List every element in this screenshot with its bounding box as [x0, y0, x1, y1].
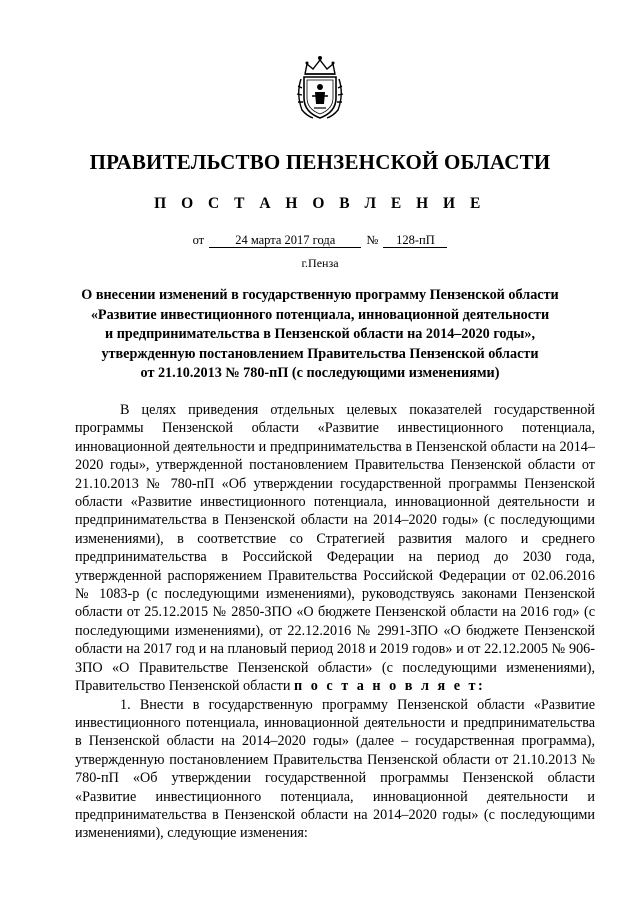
document-date: 24 марта 2017 года	[209, 234, 361, 248]
heading-line: «Развитие инвестиционного потенциала, инновационной деятельности	[90, 306, 550, 323]
heading-line: от 21.10.2013 № 780-пП (с последующими изменениями)	[140, 365, 500, 382]
date-prefix: от	[192, 233, 205, 247]
document-type: П О С Т А Н О В Л Е Н И Е	[154, 195, 486, 212]
clause-1-paragraph: 1. Внести в государственную программу Пензенской области «Развитие инвестиционного потенциала, инновационной деятельности и предпринимательства в Пензенской области на 2014–2020 годы» (далее – государственная программа), утвержденную постановлением Правительства Пензенской области от 21.10.2013 № 780-пП «Об утверждении государственной программы Пензенской области «Развитие инвестиционного потенциала, инновационной деятельности и предпринимательства в Пензенской области на 2014–2020 годы» (с последующими изменениями), следующие изменения:	[75, 696, 595, 842]
preamble-paragraph	[75, 401, 595, 696]
heading-line: О внесении изменений в государственную программу Пензенской области	[81, 287, 559, 303]
document-heading	[60, 286, 580, 384]
coat-of-arms-icon	[293, 52, 347, 120]
document-number: 128-пП	[383, 234, 447, 248]
preamble-text: В целях приведения отдельных целевых показателей государственной программы Пензенской области «Развитие инвестиционного потенциала, инновационной деятельности и предпринимательства в Пензенской области на 2014–2020 годы», утвержденной постановлением Правительства Пензенской области от 21.10.2013 № 780-пП «Об утверждении государственной программы Пензенской области «Развитие инвестиционного потенциала, инновационной деятельности и предпринимательства в Пензенской области на 2014–2020 годы» (с последующими изменениями), в соответствие со Стратегией развития малого и среднего предпринимательства в Российской Федерации на период до 2030 года, утвержденной распоряжением Правительства Российской Федерации от 02.06.2016 № 1083-р (с последующими изменениями), руководствуясь законами Пензенской области от 25.12.2015 № 2850-ЗПО «О бюджете Пензенской области на 2016 год» (с последующими изменениями), от 22.12.2016 № 2991-ЗПО «О бюджете Пензенской области на 2017 год и на плановый период 2018 и 2019 годов» и от 22.12.2005 № 906-ЗПО «О Правительстве Пензенской области» (с последующими изменениями), Правительство Пензенской области	[75, 402, 595, 695]
heading-line: утвержденную постановлением Правительства Пензенской области	[101, 345, 539, 362]
city: г.Пенза	[301, 256, 339, 270]
number-sign: №	[366, 233, 379, 247]
heading-line: и предпринимательства в Пензенской области на 2014–2020 годы»,	[105, 326, 535, 343]
date-number-line	[0, 233, 640, 248]
resolves-word: п о с т а н о в л я е т:	[294, 678, 486, 695]
government-title: ПРАВИТЕЛЬСТВО ПЕНЗЕНСКОЙ ОБЛАСТИ	[89, 150, 551, 174]
document-body	[75, 401, 595, 843]
